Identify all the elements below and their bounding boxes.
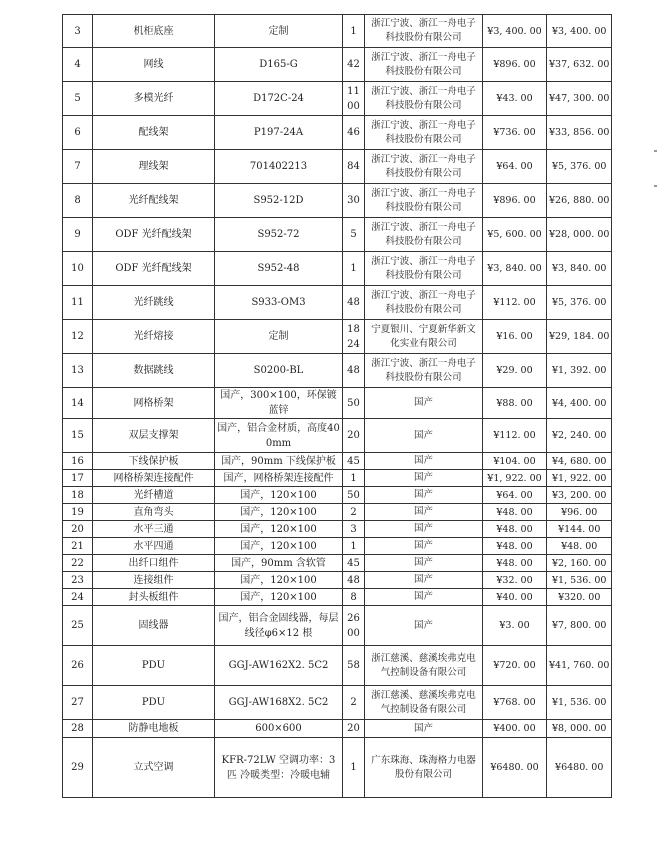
supplier-cell: 国产 — [365, 453, 483, 470]
unit-price-cell: ¥88. 00 — [483, 388, 547, 419]
supplier-cell: 国产 — [365, 720, 483, 738]
supplier-cell: 国产 — [365, 521, 483, 538]
total-price-cell: ¥3, 400. 00 — [547, 15, 612, 48]
model-spec-cell: S952-12D — [215, 184, 343, 218]
supplier-cell: 浙江宁波、浙江一舟电子科技股份有限公司 — [365, 48, 483, 82]
procurement-table-sheet — [62, 14, 612, 798]
row-number-cell: 7 — [63, 150, 93, 184]
total-price-cell: ¥5, 376. 00 — [547, 150, 612, 184]
quantity-cell: 20 — [343, 419, 365, 453]
model-spec-cell: 国产，300×100，环保镀蓝锌 — [215, 388, 343, 419]
model-spec-cell: 国产，铝合金材质，高度400mm — [215, 419, 343, 453]
item-name-cell: 防静电地板 — [93, 720, 215, 738]
total-price-cell: ¥1, 392. 00 — [547, 354, 612, 388]
item-name-cell: 配线架 — [93, 116, 215, 150]
unit-price-cell: ¥112. 00 — [483, 419, 547, 453]
unit-price-cell: ¥16. 00 — [483, 320, 547, 354]
total-price-cell: ¥144. 00 — [547, 521, 612, 538]
supplier-cell: 浙江宁波、浙江一舟电子科技股份有限公司 — [365, 82, 483, 116]
supplier-cell: 浙江宁波、浙江一舟电子科技股份有限公司 — [365, 15, 483, 48]
model-spec-cell: 国产，120×100 — [215, 572, 343, 589]
supplier-cell: 浙江宁波、浙江一舟电子科技股份有限公司 — [365, 150, 483, 184]
total-price-cell: ¥2, 160. 00 — [547, 555, 612, 572]
total-price-cell: ¥4, 400. 00 — [547, 388, 612, 419]
supplier-cell: 国产 — [365, 589, 483, 606]
quantity-cell: 84 — [343, 150, 365, 184]
table-row — [63, 521, 612, 538]
row-number-cell: 28 — [63, 720, 93, 738]
total-price-cell: ¥1, 536. 00 — [547, 686, 612, 720]
table-row — [63, 470, 612, 487]
item-name-cell: PDU — [93, 686, 215, 720]
row-number-cell: 6 — [63, 116, 93, 150]
row-number-cell: 24 — [63, 589, 93, 606]
item-name-cell: 光纤跳线 — [93, 286, 215, 320]
total-price-cell: ¥96. 00 — [547, 504, 612, 521]
row-number-cell: 15 — [63, 419, 93, 453]
model-spec-cell: 国产，120×100 — [215, 521, 343, 538]
table-row — [63, 354, 612, 388]
quantity-cell: 1824 — [343, 320, 365, 354]
model-spec-cell: S952-48 — [215, 252, 343, 286]
quantity-cell: 58 — [343, 646, 365, 686]
unit-price-cell: ¥48. 00 — [483, 538, 547, 555]
row-number-cell: 22 — [63, 555, 93, 572]
table-row — [63, 538, 612, 555]
scan-edge-mark — [654, 150, 657, 152]
unit-price-cell: ¥400. 00 — [483, 720, 547, 738]
table-row — [63, 686, 612, 720]
supplier-cell: 国产 — [365, 606, 483, 646]
item-name-cell: 光纤槽道 — [93, 487, 215, 504]
model-spec-cell: 国产，120×100 — [215, 504, 343, 521]
unit-price-cell: ¥48. 00 — [483, 521, 547, 538]
row-number-cell: 23 — [63, 572, 93, 589]
item-name-cell: 网格桥架连接配件 — [93, 470, 215, 487]
table-row — [63, 388, 612, 419]
row-number-cell: 17 — [63, 470, 93, 487]
total-price-cell: ¥7, 800. 00 — [547, 606, 612, 646]
supplier-cell: 浙江宁波、浙江一舟电子科技股份有限公司 — [365, 252, 483, 286]
quantity-cell: 48 — [343, 286, 365, 320]
row-number-cell: 3 — [63, 15, 93, 48]
unit-price-cell: ¥112. 00 — [483, 286, 547, 320]
supplier-cell: 国产 — [365, 572, 483, 589]
item-name-cell: 理线架 — [93, 150, 215, 184]
total-price-cell: ¥3, 200. 00 — [547, 487, 612, 504]
row-number-cell: 5 — [63, 82, 93, 116]
table-row — [63, 646, 612, 686]
item-name-cell: 网格桥架 — [93, 388, 215, 419]
table-row — [63, 606, 612, 646]
supplier-cell: 宁夏银川、宁夏新华新文化实业有限公司 — [365, 320, 483, 354]
unit-price-cell: ¥5, 600. 00 — [483, 218, 547, 252]
model-spec-cell: 国产，90mm 下线保护板 — [215, 453, 343, 470]
quantity-cell: 1 — [343, 538, 365, 555]
quantity-cell: 1 — [343, 738, 365, 798]
unit-price-cell: ¥104. 00 — [483, 453, 547, 470]
table-row — [63, 15, 612, 48]
total-price-cell: ¥48. 00 — [547, 538, 612, 555]
item-name-cell: 光纤配线架 — [93, 184, 215, 218]
total-price-cell: ¥4, 680. 00 — [547, 453, 612, 470]
model-spec-cell: D172C-24 — [215, 82, 343, 116]
quantity-cell: 3 — [343, 521, 365, 538]
item-name-cell: ODF 光纤配线架 — [93, 252, 215, 286]
model-spec-cell: 国产，120×100 — [215, 589, 343, 606]
supplier-cell: 浙江宁波、浙江一舟电子科技股份有限公司 — [365, 354, 483, 388]
quantity-cell: 48 — [343, 572, 365, 589]
table-row — [63, 184, 612, 218]
row-number-cell: 19 — [63, 504, 93, 521]
quantity-cell: 46 — [343, 116, 365, 150]
model-spec-cell: 定制 — [215, 15, 343, 48]
table-row — [63, 320, 612, 354]
row-number-cell: 10 — [63, 252, 93, 286]
scan-edge-mark — [654, 185, 657, 187]
unit-price-cell: ¥64. 00 — [483, 487, 547, 504]
table-row — [63, 419, 612, 453]
unit-price-cell: ¥3. 00 — [483, 606, 547, 646]
table-row — [63, 453, 612, 470]
unit-price-cell: ¥32. 00 — [483, 572, 547, 589]
item-name-cell: 立式空调 — [93, 738, 215, 798]
total-price-cell: ¥8, 000. 00 — [547, 720, 612, 738]
model-spec-cell: 国产，90mm 含软管 — [215, 555, 343, 572]
quantity-cell: 8 — [343, 589, 365, 606]
total-price-cell: ¥26, 880. 00 — [547, 184, 612, 218]
table-row — [63, 252, 612, 286]
row-number-cell: 14 — [63, 388, 93, 419]
total-price-cell: ¥33, 856. 00 — [547, 116, 612, 150]
row-number-cell: 29 — [63, 738, 93, 798]
item-name-cell: ODF 光纤配线架 — [93, 218, 215, 252]
model-spec-cell: 701402213 — [215, 150, 343, 184]
item-name-cell: 网线 — [93, 48, 215, 82]
unit-price-cell: ¥43. 00 — [483, 82, 547, 116]
item-name-cell: 光纤熔接 — [93, 320, 215, 354]
row-number-cell: 21 — [63, 538, 93, 555]
row-number-cell: 11 — [63, 286, 93, 320]
supplier-cell: 广东珠海、珠海格力电器股份有限公司 — [365, 738, 483, 798]
model-spec-cell: 国产，网格桥架连接配件 — [215, 470, 343, 487]
table-row — [63, 218, 612, 252]
total-price-cell: ¥1, 922. 00 — [547, 470, 612, 487]
item-name-cell: 机柜底座 — [93, 15, 215, 48]
table-row — [63, 48, 612, 82]
table-row — [63, 555, 612, 572]
supplier-cell: 国产 — [365, 555, 483, 572]
unit-price-cell: ¥896. 00 — [483, 184, 547, 218]
quantity-cell: 5 — [343, 218, 365, 252]
quantity-cell: 1 — [343, 252, 365, 286]
model-spec-cell: S952-72 — [215, 218, 343, 252]
supplier-cell: 浙江宁波、浙江一舟电子科技股份有限公司 — [365, 116, 483, 150]
model-spec-cell: 国产，120×100 — [215, 487, 343, 504]
row-number-cell: 26 — [63, 646, 93, 686]
row-number-cell: 16 — [63, 453, 93, 470]
item-name-cell: 固线器 — [93, 606, 215, 646]
unit-price-cell: ¥896. 00 — [483, 48, 547, 82]
item-name-cell: 出纤口组件 — [93, 555, 215, 572]
total-price-cell: ¥3, 840. 00 — [547, 252, 612, 286]
supplier-cell: 国产 — [365, 419, 483, 453]
unit-price-cell: ¥40. 00 — [483, 589, 547, 606]
quantity-cell: 48 — [343, 354, 365, 388]
supplier-cell: 浙江宁波、浙江一舟电子科技股份有限公司 — [365, 218, 483, 252]
table-row — [63, 82, 612, 116]
item-name-cell: 下线保护板 — [93, 453, 215, 470]
table-row — [63, 150, 612, 184]
model-spec-cell: 国产，铝合金固线器，每层线径φ6×12 根 — [215, 606, 343, 646]
unit-price-cell: ¥1, 922. 00 — [483, 470, 547, 487]
supplier-cell: 浙江宁波、浙江一舟电子科技股份有限公司 — [365, 286, 483, 320]
quantity-cell: 2 — [343, 686, 365, 720]
supplier-cell: 浙江宁波、浙江一舟电子科技股份有限公司 — [365, 184, 483, 218]
total-price-cell: ¥41, 760. 00 — [547, 646, 612, 686]
quantity-cell: 2 — [343, 504, 365, 521]
supplier-cell: 国产 — [365, 470, 483, 487]
quantity-cell: 50 — [343, 388, 365, 419]
item-name-cell: 封头板组件 — [93, 589, 215, 606]
quantity-cell: 45 — [343, 555, 365, 572]
unit-price-cell: ¥48. 00 — [483, 555, 547, 572]
item-name-cell: PDU — [93, 646, 215, 686]
model-spec-cell: GGJ-AW162X2. 5C2 — [215, 646, 343, 686]
model-spec-cell: GGJ-AW168X2. 5C2 — [215, 686, 343, 720]
supplier-cell: 国产 — [365, 388, 483, 419]
supplier-cell: 国产 — [365, 504, 483, 521]
table-row — [63, 589, 612, 606]
item-name-cell: 直角弯头 — [93, 504, 215, 521]
row-number-cell: 13 — [63, 354, 93, 388]
table-row — [63, 286, 612, 320]
row-number-cell: 9 — [63, 218, 93, 252]
unit-price-cell: ¥720. 00 — [483, 646, 547, 686]
model-spec-cell: KFR-72LW 空调功率：3 匹 冷暖类型：冷暖电辅 — [215, 738, 343, 798]
unit-price-cell: ¥3, 840. 00 — [483, 252, 547, 286]
row-number-cell: 12 — [63, 320, 93, 354]
unit-price-cell: ¥768. 00 — [483, 686, 547, 720]
model-spec-cell: S0200-BL — [215, 354, 343, 388]
row-number-cell: 18 — [63, 487, 93, 504]
supplier-cell: 国产 — [365, 538, 483, 555]
supplier-cell: 浙江慈溪、慈溪埃弗克电气控制设备有限公司 — [365, 686, 483, 720]
total-price-cell: ¥47, 300. 00 — [547, 82, 612, 116]
unit-price-cell: ¥64. 00 — [483, 150, 547, 184]
quantity-cell: 42 — [343, 48, 365, 82]
table-row — [63, 504, 612, 521]
quantity-cell: 1 — [343, 470, 365, 487]
item-name-cell: 双层支撑架 — [93, 419, 215, 453]
total-price-cell: ¥5, 376. 00 — [547, 286, 612, 320]
unit-price-cell: ¥3, 400. 00 — [483, 15, 547, 48]
model-spec-cell: 600×600 — [215, 720, 343, 738]
model-spec-cell: D165-G — [215, 48, 343, 82]
quantity-cell: 1 — [343, 15, 365, 48]
supplier-cell: 浙江慈溪、慈溪埃弗克电气控制设备有限公司 — [365, 646, 483, 686]
unit-price-cell: ¥29. 00 — [483, 354, 547, 388]
item-name-cell: 水平三通 — [93, 521, 215, 538]
total-price-cell: ¥320. 00 — [547, 589, 612, 606]
total-price-cell: ¥1, 536. 00 — [547, 572, 612, 589]
unit-price-cell: ¥6480. 00 — [483, 738, 547, 798]
model-spec-cell: 定制 — [215, 320, 343, 354]
item-name-cell: 水平四通 — [93, 538, 215, 555]
equipment-list-table — [62, 14, 612, 798]
supplier-cell: 国产 — [365, 487, 483, 504]
model-spec-cell: S933-OM3 — [215, 286, 343, 320]
row-number-cell: 4 — [63, 48, 93, 82]
table-body — [63, 15, 612, 798]
quantity-cell: 30 — [343, 184, 365, 218]
table-row — [63, 572, 612, 589]
row-number-cell: 8 — [63, 184, 93, 218]
model-spec-cell: 国产，120×100 — [215, 538, 343, 555]
table-row — [63, 738, 612, 798]
row-number-cell: 25 — [63, 606, 93, 646]
quantity-cell: 45 — [343, 453, 365, 470]
table-row — [63, 116, 612, 150]
total-price-cell: ¥29, 184. 00 — [547, 320, 612, 354]
total-price-cell: ¥2, 240. 00 — [547, 419, 612, 453]
row-number-cell: 20 — [63, 521, 93, 538]
model-spec-cell: P197-24A — [215, 116, 343, 150]
quantity-cell: 1100 — [343, 82, 365, 116]
quantity-cell: 2600 — [343, 606, 365, 646]
item-name-cell: 连接组件 — [93, 572, 215, 589]
quantity-cell: 50 — [343, 487, 365, 504]
item-name-cell: 多模光纤 — [93, 82, 215, 116]
quantity-cell: 20 — [343, 720, 365, 738]
item-name-cell: 数据跳线 — [93, 354, 215, 388]
unit-price-cell: ¥736. 00 — [483, 116, 547, 150]
row-number-cell: 27 — [63, 686, 93, 720]
table-row — [63, 720, 612, 738]
total-price-cell: ¥28, 000. 00 — [547, 218, 612, 252]
total-price-cell: ¥37, 632. 00 — [547, 48, 612, 82]
unit-price-cell: ¥48. 00 — [483, 504, 547, 521]
total-price-cell: ¥6480. 00 — [547, 738, 612, 798]
table-row — [63, 487, 612, 504]
